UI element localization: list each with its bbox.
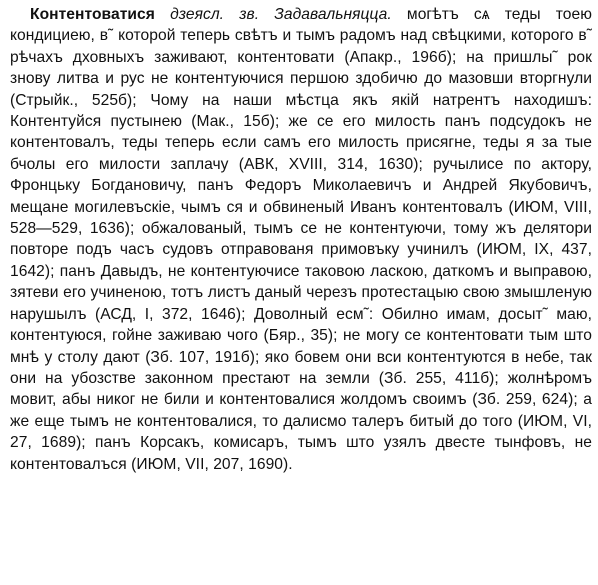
- entry-grammar: дзеясл. зв. Задавальняцца.: [170, 6, 392, 23]
- entry-body: могѣтъ сѧ теды тоею кондициею, в˜ которой теперь свѣтъ и тымъ радомъ над свѣцкими, которого в˜ рѣчахъ дховныхъ заживают, контентовати (Апакр., 196б); на пришлы˜ рок знову литва и рус не контентуючися першою здобичю до мазовши вторгнули (Стрыйк., 525б); Чому на наши мѣстца якъ якій натрентъ находишъ: Контентуйся пустынею (Мак., 15б); же се его милость панъ подсудокъ не контентовалъ, теды теперь если самъ его милость присягне, теды я за тые бчолы его милости заплачу (АВК, XVIII, 314, 1630); ручылисе по актору, Фронцьку Богдановичу, панъ Федоръ Миколаевичъ и Андрей Якубовичъ, мещане могилевъскіе, чымъ ся и обвиненый Иванъ контентовалъ (ИЮМ, VIII, 528—529, 1636); обжалованый, тымъ се не контентуючи, тому жъ делятори повторе подъ часъ судовъ отправованя примовъку учинилъ (ИЮМ, IX, 437, 1642); панъ Давыдъ, не контентуючисе таковою ласкою, даткомъ и выправою, зятеви его учиненою, тотъ листъ даный черезъ протестацыю свою змышленую нарушылъ (АСД, I, 372, 1646); Доволный есм˜: Обилно имам, досыт˜ маю, контентуюся, гойне заживаю чого (Бяр., 35); не могу се контентовати тым што мнѣ у столу дают (Зб. 107, 191б); яко бовем они вси контентуются в небе, так они на убозстве законном престают на земли (Зб. 255, 411б); жолнѣромъ мовит, абы никог не били и контентовалися жолдомъ своимъ (Зб. 259, 624); а же еще тымъ не контентовалися, то далисмо талеръ битый до того (ИЮМ, VI, 27, 1689); панъ Корсакъ, комисаръ, тымъ што узялъ двесте тынфовъ, не контентовалъся (ИЮМ, VII, 207, 1690).: [10, 6, 592, 473]
- dictionary-entry: [10, 4, 592, 475]
- entry-headword: Контентоватися: [30, 6, 155, 23]
